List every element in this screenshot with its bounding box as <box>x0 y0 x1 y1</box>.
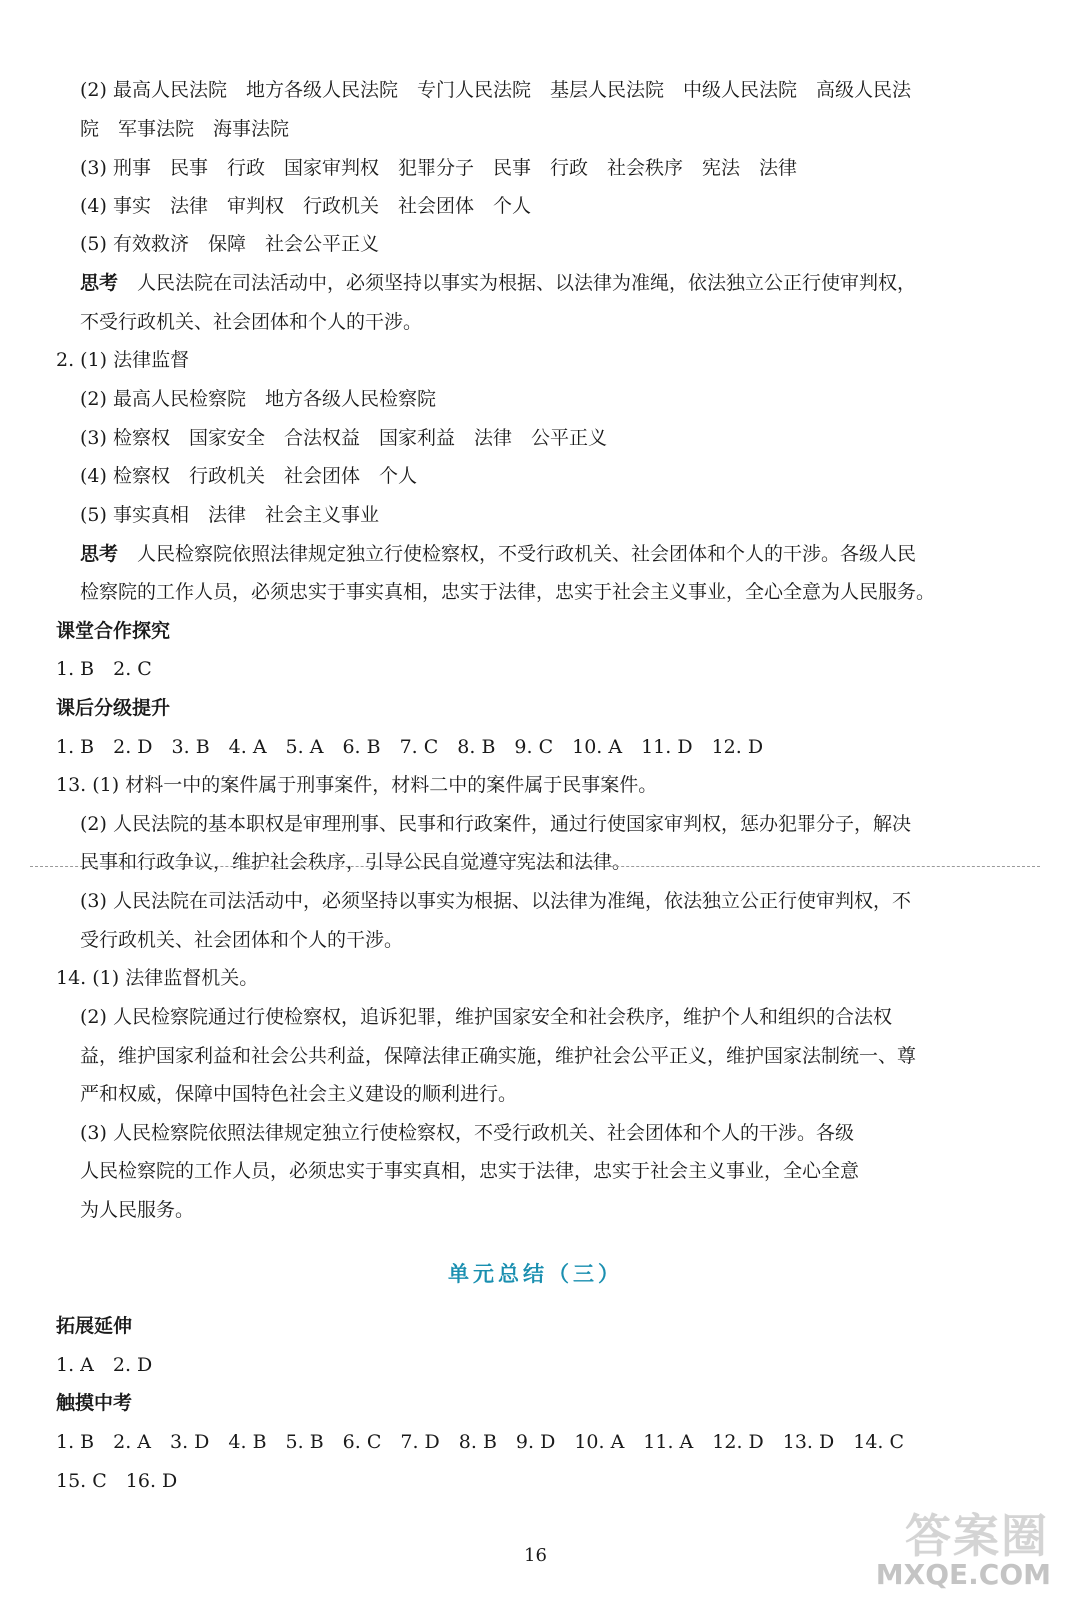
page-number: 16 <box>524 1545 547 1566</box>
answer-line: 受行政机关、社会团体和个人的干涉。 <box>80 929 404 951</box>
answer-line: (3) 检察权 国家安全 合法权益 国家利益 法律 公平正义 <box>80 427 607 449</box>
think-label: 思考 <box>80 272 119 294</box>
answer-line: (5) 有效救济 保障 社会公平正义 <box>80 233 379 255</box>
think-paragraph: 思考 人民检察院依照法律规定独立行使检察权，不受行政机关、社会团体和个人的干涉。各级人民 <box>80 543 917 565</box>
answer-line: (3) 刑事 民事 行政 国家审判权 犯罪分子 民事 行政 社会秩序 宪法 法律 <box>80 157 797 179</box>
answer-line: 不受行政机关、社会团体和个人的干涉。 <box>80 311 423 333</box>
subsection-heading: 触摸中考 <box>56 1392 133 1414</box>
answer-line: (3) 人民检察院依照法律规定独立行使检察权，不受行政机关、社会团体和个人的干涉。各级 <box>80 1122 854 1144</box>
answer-line: 1. B 2. C <box>56 658 152 680</box>
answer-line: (5) 事实真相 法律 社会主义事业 <box>80 504 379 526</box>
section-title: 单元总结（三） <box>448 1261 623 1286</box>
answer-line: (2) 人民检察院通过行使检察权，追诉犯罪，维护国家安全和社会秩序，维护个人和组织的合法权 <box>80 1006 892 1028</box>
answer-line: 益，维护国家利益和社会公共利益，保障法律正确实施，维护社会公平正义，维护国家法制统一、尊 <box>80 1045 917 1067</box>
watermark <box>875 1500 1057 1596</box>
question-line: 2. (1) 法律监督 <box>56 349 190 371</box>
answer-line: 1. B 2. D 3. B 4. A 5. A 6. B 7. C 8. B 9. C 10. A 11. D 12. D <box>56 736 764 758</box>
answer-line: (4) 检察权 行政机关 社会团体 个人 <box>80 465 417 487</box>
answer-line: 检察院的工作人员，必须忠实于事实真相，忠实于法律，忠实于社会主义事业，全心全意为人民服务。 <box>80 581 936 603</box>
question-line: 13. (1) 材料一中的案件属于刑事案件，材料二中的案件属于民事案件。 <box>56 774 658 796</box>
answer-line: (2) 最高人民法院 地方各级人民法院 专门人民法院 基层人民法院 中级人民法院 高级人民法 <box>80 79 911 101</box>
answer-line: 1. A 2. D <box>56 1354 153 1376</box>
subsection-heading: 拓展延伸 <box>56 1315 133 1337</box>
answer-line: 严和权威，保障中国特色社会主义建设的顺利进行。 <box>80 1083 518 1105</box>
answer-line: (4) 事实 法律 审判权 行政机关 社会团体 个人 <box>80 195 531 217</box>
answer-line: 人民检察院的工作人员，必须忠实于事实真相，忠实于法律，忠实于社会主义事业，全心全意 <box>80 1160 860 1182</box>
answer-line: 院 军事法院 海事法院 <box>80 118 290 140</box>
think-paragraph: 思考 人民法院在司法活动中，必须坚持以事实为根据、以法律为准绳，依法独立公正行使审判权， <box>80 272 917 294</box>
think-label: 思考 <box>80 543 119 565</box>
answer-line: (2) 人民法院的基本职权是审理刑事、民事和行政案件，通过行使国家审判权，惩办犯罪分子，解决 <box>80 813 911 835</box>
answer-line: 为人民服务。 <box>80 1199 195 1221</box>
scan-artifact-line <box>30 866 1040 867</box>
answer-line: (3) 人民法院在司法活动中，必须坚持以事实为根据、以法律为准绳，依法独立公正行使审判权，不 <box>80 890 911 912</box>
watermark-url: MXQE.COM <box>875 1558 1051 1591</box>
question-line: 14. (1) 法律监督机关。 <box>56 967 259 989</box>
subsection-heading: 课后分级提升 <box>56 697 171 719</box>
answer-line: (2) 最高人民检察院 地方各级人民检察院 <box>80 388 436 410</box>
answer-line: 1. B 2. A 3. D 4. B 5. B 6. C 7. D 8. B 9. D 10. A 11. A 12. D 13. D 14. C <box>56 1431 905 1453</box>
answer-line: 15. C 16. D <box>56 1470 178 1492</box>
answer-line: 民事和行政争议，维护社会秩序，引导公民自觉遵守宪法和法律。 <box>80 851 632 873</box>
subsection-heading: 课堂合作探究 <box>56 620 171 642</box>
watermark-logo: 答案圈 <box>905 1509 1049 1563</box>
